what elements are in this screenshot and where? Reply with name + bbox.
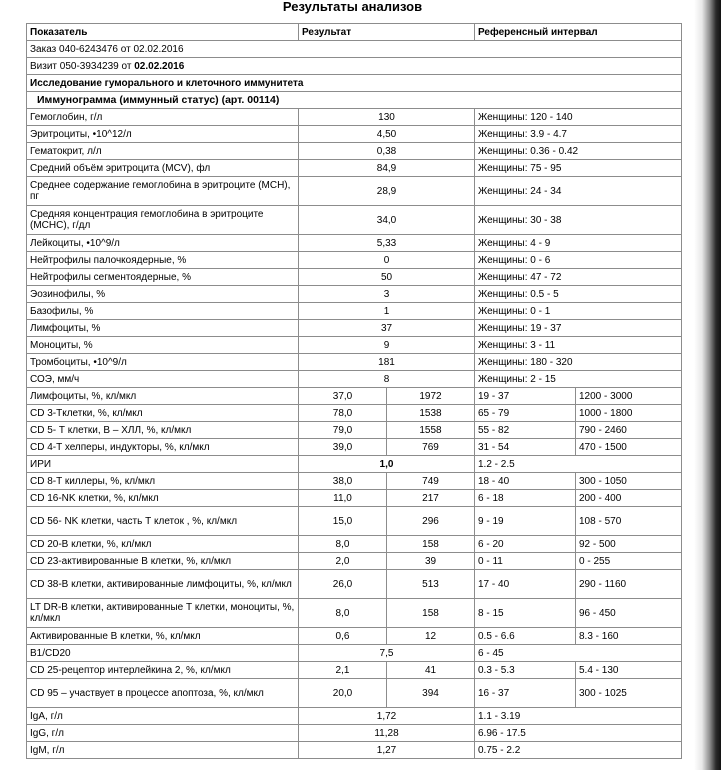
reference-absolute: 470 - 1500 <box>576 439 682 456</box>
table-row <box>27 126 682 143</box>
reference-percent: 31 - 54 <box>475 439 576 456</box>
visit-label: Визит <box>30 60 58 72</box>
indicator-name: CD 25-рецептор интерлейкина 2, %, кл/мкл <box>27 662 299 679</box>
result-value: 1,0 <box>299 456 475 473</box>
reference-absolute: 5.4 - 130 <box>576 662 682 679</box>
reference-range: Женщины: 4 - 9 <box>475 235 682 252</box>
reference-range: Женщины: 2 - 15 <box>475 371 682 388</box>
reference-percent: 0.3 - 5.3 <box>475 662 576 679</box>
reference-range: Женщины: 120 - 140 <box>475 109 682 126</box>
window-edge-shadow <box>694 0 721 770</box>
result-percent: 20,0 <box>299 679 387 708</box>
document-title: Результаты анализов <box>282 0 423 14</box>
reference-percent: 18 - 40 <box>475 473 576 490</box>
table-row <box>27 143 682 160</box>
result-absolute: 158 <box>387 599 475 628</box>
reference-percent: 0.5 - 6.6 <box>475 628 576 645</box>
result-percent: 8,0 <box>299 536 387 553</box>
header-result: Результат <box>299 24 475 41</box>
table-row <box>27 662 682 679</box>
table-row <box>27 473 682 490</box>
reference-absolute: 300 - 1025 <box>576 679 682 708</box>
indicator-name: LT DR-В клетки, активированные Т клетки, моноциты, %, кл/мкл <box>27 599 299 628</box>
section-title: Исследование гуморального и клеточного иммунитета <box>27 75 682 92</box>
reference-range: 1.2 - 2.5 <box>475 456 682 473</box>
indicator-name: Лимфоциты, % <box>27 320 299 337</box>
indicator-name: Тромбоциты, •10^9/л <box>27 354 299 371</box>
table-row <box>27 422 682 439</box>
result-value: 8 <box>299 371 475 388</box>
result-value: 50 <box>299 269 475 286</box>
reference-absolute: 290 - 1160 <box>576 570 682 599</box>
reference-range: Женщины: 180 - 320 <box>475 354 682 371</box>
result-percent: 8,0 <box>299 599 387 628</box>
result-percent: 38,0 <box>299 473 387 490</box>
reference-percent: 6 - 20 <box>475 536 576 553</box>
result-absolute: 41 <box>387 662 475 679</box>
indicator-name: IgG, г/л <box>27 725 299 742</box>
results-table <box>26 23 682 759</box>
result-value: 1,72 <box>299 708 475 725</box>
result-absolute: 749 <box>387 473 475 490</box>
reference-percent: 16 - 37 <box>475 679 576 708</box>
result-percent: 15,0 <box>299 507 387 536</box>
reference-percent: 55 - 82 <box>475 422 576 439</box>
result-value: 181 <box>299 354 475 371</box>
result-absolute: 1972 <box>387 388 475 405</box>
reference-percent: 6 - 18 <box>475 490 576 507</box>
reference-range: Женщины: 75 - 95 <box>475 160 682 177</box>
indicator-name: Активированные В клетки, %, кл/мкл <box>27 628 299 645</box>
indicator-name: Эритроциты, •10^12/л <box>27 126 299 143</box>
reference-absolute: 96 - 450 <box>576 599 682 628</box>
indicator-name: IgM, г/л <box>27 742 299 759</box>
indicator-name: CD 5- Т клетки, В – ХЛЛ, %, кл/мкл <box>27 422 299 439</box>
table-row <box>27 286 682 303</box>
indicator-name: ИРИ <box>27 456 299 473</box>
indicator-name: Гематокрит, л/л <box>27 143 299 160</box>
result-value: 9 <box>299 337 475 354</box>
indicator-name: Моноциты, % <box>27 337 299 354</box>
visit-number: 050-3934239 <box>59 60 119 72</box>
reference-absolute: 790 - 2460 <box>576 422 682 439</box>
result-absolute: 1558 <box>387 422 475 439</box>
reference-absolute: 1200 - 3000 <box>576 388 682 405</box>
table-row <box>27 456 682 473</box>
indicator-name: Базофилы, % <box>27 303 299 320</box>
result-value: 11,28 <box>299 725 475 742</box>
result-value: 5,33 <box>299 235 475 252</box>
result-value: 1,27 <box>299 742 475 759</box>
visit-row <box>27 58 682 75</box>
reference-absolute: 1000 - 1800 <box>576 405 682 422</box>
reference-absolute: 8.3 - 160 <box>576 628 682 645</box>
reference-percent: 65 - 79 <box>475 405 576 422</box>
result-percent: 79,0 <box>299 422 387 439</box>
reference-range: Женщины: 0 - 6 <box>475 252 682 269</box>
result-absolute: 769 <box>387 439 475 456</box>
reference-range: Женщины: 19 - 37 <box>475 320 682 337</box>
indicator-name: Нейтрофилы сегментоядерные, % <box>27 269 299 286</box>
result-value: 37 <box>299 320 475 337</box>
indicator-name: CD 56- NK клетки, часть Т клеток , %, кл/мкл <box>27 507 299 536</box>
table-row <box>27 507 682 536</box>
reference-percent: 9 - 19 <box>475 507 576 536</box>
table-row <box>27 337 682 354</box>
reference-absolute: 108 - 570 <box>576 507 682 536</box>
result-absolute: 394 <box>387 679 475 708</box>
result-percent: 78,0 <box>299 405 387 422</box>
indicator-name: Эозинофилы, % <box>27 286 299 303</box>
indicator-name: СОЭ, мм/ч <box>27 371 299 388</box>
indicator-name: CD 38-B клетки, активированные лимфоциты, %, кл/мкл <box>27 570 299 599</box>
result-value: 1 <box>299 303 475 320</box>
result-percent: 2,1 <box>299 662 387 679</box>
table-row <box>27 303 682 320</box>
result-absolute: 1538 <box>387 405 475 422</box>
table-row <box>27 206 682 235</box>
indicator-name: Лимфоциты, %, кл/мкл <box>27 388 299 405</box>
indicator-name: CD 8-T киллеры, %, кл/мкл <box>27 473 299 490</box>
order-label: Заказ <box>30 43 57 55</box>
result-value: 130 <box>299 109 475 126</box>
indicator-name: IgA, г/л <box>27 708 299 725</box>
result-absolute: 158 <box>387 536 475 553</box>
header-reference: Референсный интервал <box>475 24 682 41</box>
table-row <box>27 490 682 507</box>
subsection-title: Иммунограмма (иммунный статус) (арт. 00114) <box>27 92 682 109</box>
indicator-name: CD 16-NK клетки, %, кл/мкл <box>27 490 299 507</box>
table-row <box>27 570 682 599</box>
result-absolute: 217 <box>387 490 475 507</box>
order-number: 040-6243476 <box>59 43 118 55</box>
reference-percent: 0 - 11 <box>475 553 576 570</box>
subsection-row <box>27 92 682 109</box>
indicator-name: Среднее содержание гемоглобина в эритроците (МСН), пг <box>27 177 299 206</box>
result-value: 34,0 <box>299 206 475 235</box>
order-info <box>27 41 682 58</box>
table-row <box>27 439 682 456</box>
result-value: 0 <box>299 252 475 269</box>
reference-absolute: 300 - 1050 <box>576 473 682 490</box>
reference-range: Женщины: 24 - 34 <box>475 177 682 206</box>
result-value: 4,50 <box>299 126 475 143</box>
result-value: 84,9 <box>299 160 475 177</box>
table-row <box>27 320 682 337</box>
table-row <box>27 235 682 252</box>
order-row <box>27 41 682 58</box>
indicator-name: B1/CD20 <box>27 645 299 662</box>
result-percent: 39,0 <box>299 439 387 456</box>
result-value: 7,5 <box>299 645 475 662</box>
table-row <box>27 371 682 388</box>
reference-range: Женщины: 30 - 38 <box>475 206 682 235</box>
reference-range: Женщины: 47 - 72 <box>475 269 682 286</box>
indicator-name: Лейкоциты, •10^9/л <box>27 235 299 252</box>
visit-date: 02.02.2016 <box>134 60 185 72</box>
result-absolute: 12 <box>387 628 475 645</box>
result-absolute: 39 <box>387 553 475 570</box>
table-row <box>27 708 682 725</box>
header-indicator: Показатель <box>27 24 299 41</box>
result-absolute: 513 <box>387 570 475 599</box>
indicator-name: CD 23-активированные В клетки, %, кл/мкл <box>27 553 299 570</box>
table-row <box>27 628 682 645</box>
reference-percent: 8 - 15 <box>475 599 576 628</box>
table-row <box>27 679 682 708</box>
indicator-name: CD 20-B клетки, %, кл/мкл <box>27 536 299 553</box>
reference-absolute: 92 - 500 <box>576 536 682 553</box>
table-row <box>27 109 682 126</box>
table-row <box>27 405 682 422</box>
indicator-name: Гемоглобин, г/л <box>27 109 299 126</box>
indicator-name: CD 3-Tклетки, %, кл/мкл <box>27 405 299 422</box>
visit-from: от <box>121 60 132 72</box>
indicator-name: CD 4-T хелперы, индукторы, %, кл/мкл <box>27 439 299 456</box>
result-value: 28,9 <box>299 177 475 206</box>
reference-absolute: 0 - 255 <box>576 553 682 570</box>
table-row <box>27 388 682 405</box>
result-percent: 11,0 <box>299 490 387 507</box>
result-percent: 37,0 <box>299 388 387 405</box>
table-row <box>27 536 682 553</box>
table-row <box>27 177 682 206</box>
reference-range: Женщины: 0 - 1 <box>475 303 682 320</box>
reference-percent: 19 - 37 <box>475 388 576 405</box>
reference-range: Женщины: 3 - 11 <box>475 337 682 354</box>
reference-range: 1.1 - 3.19 <box>475 708 682 725</box>
indicator-name: Средний объём эритроцита (MCV), фл <box>27 160 299 177</box>
indicator-name: CD 95 – участвует в процессе апоптоза, %, кл/мкл <box>27 679 299 708</box>
result-absolute: 296 <box>387 507 475 536</box>
table-row <box>27 742 682 759</box>
result-percent: 26,0 <box>299 570 387 599</box>
result-value: 0,38 <box>299 143 475 160</box>
reference-percent: 17 - 40 <box>475 570 576 599</box>
result-percent: 2,0 <box>299 553 387 570</box>
table-row <box>27 160 682 177</box>
reference-range: 6.96 - 17.5 <box>475 725 682 742</box>
order-date: 02.02.2016 <box>133 43 184 55</box>
result-percent: 0,6 <box>299 628 387 645</box>
reference-range: Женщины: 3.9 - 4.7 <box>475 126 682 143</box>
reference-range: 6 - 45 <box>475 645 682 662</box>
table-row <box>27 599 682 628</box>
indicator-name: Нейтрофилы палочкоядерные, % <box>27 252 299 269</box>
indicator-name: Средняя концентрация гемоглобина в эритроците (MCHC), г/дл <box>27 206 299 235</box>
reference-range: Женщины: 0.36 - 0.42 <box>475 143 682 160</box>
result-value: 3 <box>299 286 475 303</box>
table-row <box>27 645 682 662</box>
table-row <box>27 354 682 371</box>
table-row <box>27 252 682 269</box>
visit-info <box>27 58 682 75</box>
section-row <box>27 75 682 92</box>
table-row <box>27 553 682 570</box>
reference-range: Женщины: 0.5 - 5 <box>475 286 682 303</box>
reference-absolute: 200 - 400 <box>576 490 682 507</box>
table-row <box>27 269 682 286</box>
order-from: от <box>120 43 131 55</box>
header-row <box>27 24 682 41</box>
reference-range: 0.75 - 2.2 <box>475 742 682 759</box>
table-row <box>27 725 682 742</box>
